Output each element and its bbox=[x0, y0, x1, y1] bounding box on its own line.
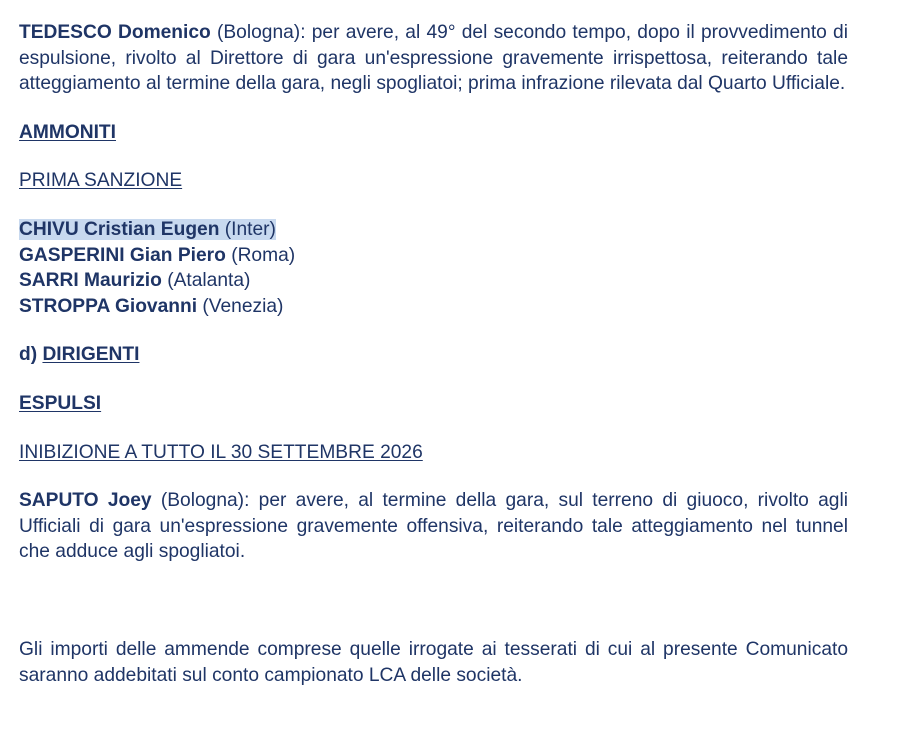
tedesco-text: (Bologna): per avere, al 49° del secondo tempo, dopo il provvedimento di espulsione, rivolto al Direttore di gara un'espressione gravemente irrispettosa, reiterando tale atteggiamento al termine della gara, negli spogliatoi; prima infrazione rilevata dal Quarto Ufficiale. bbox=[19, 22, 848, 95]
tedesco-name: TEDESCO Domenico bbox=[19, 22, 211, 43]
document-page bbox=[19, 20, 848, 688]
saputo-name: SAPUTO Joey bbox=[19, 490, 152, 512]
tedesco-paragraph bbox=[19, 20, 848, 97]
saputo-text: (Bologna): per avere, al termine della gara, sul terreno di giuoco, rivolto agli Ufficiali di gara un'espressione gravemente offensiva, reiterando tale atteggiamento nel tunnel che adduce agli spogliatoi. bbox=[19, 490, 848, 563]
ammonito-item bbox=[19, 268, 848, 294]
ammonito-club: (Roma) bbox=[225, 244, 296, 266]
ammonito-club: (Atalanta) bbox=[161, 270, 251, 292]
dirigenti-heading: d) DIRIGENTI bbox=[19, 344, 140, 366]
ammonito-club: (Inter) bbox=[219, 218, 276, 240]
selected-text-highlight bbox=[19, 219, 276, 240]
prima-sanzione-heading: PRIMA SANZIONE bbox=[19, 170, 183, 192]
inibizione-heading: INIBIZIONE A TUTTO IL 30 SETTEMBRE 2026 bbox=[19, 441, 423, 463]
ammonito-item bbox=[19, 217, 848, 243]
ammonito-item bbox=[19, 294, 848, 320]
ammonito-item bbox=[19, 243, 848, 269]
ammonito-name: GASPERINI Gian Piero bbox=[19, 244, 226, 266]
saputo-paragraph bbox=[19, 488, 848, 565]
ammonito-club: (Venezia) bbox=[197, 295, 284, 317]
ammonito-name: SARRI Maurizio bbox=[19, 270, 162, 292]
espulsi-heading: ESPULSI bbox=[19, 392, 102, 414]
footer-paragraph: Gli importi delle ammende comprese quelle irrogate ai tesserati di cui al presente Comunicato saranno addebitati sul conto campionato LCA delle società. bbox=[19, 638, 848, 686]
ammonito-name: CHIVU Cristian Eugen bbox=[19, 218, 220, 240]
ammonito-name: STROPPA Giovanni bbox=[19, 295, 198, 317]
ammoniti-heading: AMMONITI bbox=[19, 121, 116, 143]
